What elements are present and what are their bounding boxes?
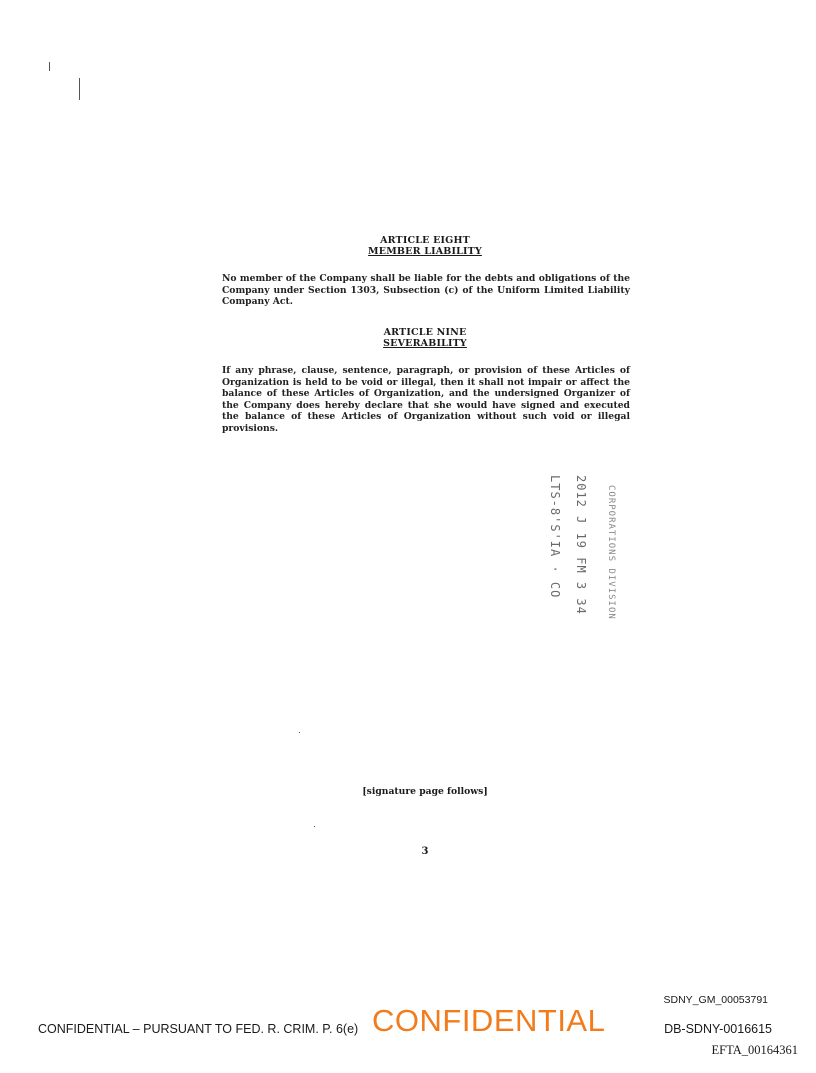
article-nine-title: ARTICLE NINE (383, 327, 467, 338)
stamp-line-2: 2012 J 19 FM 3 34 (574, 475, 588, 615)
article-eight-subtitle: MEMBER LIABILITY (368, 246, 482, 257)
stamp-line-1: LTS-8'S'IA · CO (548, 475, 562, 599)
bates-efta: EFTA_00164361 (711, 1043, 798, 1057)
signature-note: [signature page follows] (362, 786, 488, 797)
scan-speck-1 (299, 732, 300, 733)
article-eight-title: ARTICLE EIGHT (380, 235, 470, 246)
stamp-line-3: CORPORATIONS DIVISION (606, 485, 616, 620)
scan-mark-long (79, 78, 80, 100)
scan-mark-short (49, 62, 50, 71)
filing-stamp (540, 475, 640, 620)
article-eight-heading (222, 235, 628, 257)
article-eight-body: No member of the Company shall be liable for the debts and obligations of the Company under Section 1303, Subsection (c) of the Uniform Limited Liability Company Act. (222, 273, 630, 308)
bates-db-sdny: DB-SDNY-0016615 (664, 1022, 772, 1036)
scan-speck-2 (314, 826, 315, 827)
confidential-notice: CONFIDENTIAL – PURSUANT TO FED. R. CRIM. P. 6(e) (38, 1022, 359, 1036)
confidential-stamp: CONFIDENTIAL (372, 1003, 606, 1038)
article-nine-subtitle: SEVERABILITY (383, 338, 467, 349)
bates-sdny-gm: SDNY_GM_00053791 (663, 994, 768, 1006)
article-nine-body: If any phrase, clause, sentence, paragraph, or provision of these Articles of Organization is held to be void or illegal, then it shall not impair or affect the balance of these Articles of Organization, and the undersigned Organizer of the Company does hereby declare that she would have signed and executed the balance of these Articles of Organization without such void or illegal provisions. (222, 365, 630, 434)
article-nine-heading (222, 327, 628, 349)
page-number: 3 (421, 846, 429, 857)
